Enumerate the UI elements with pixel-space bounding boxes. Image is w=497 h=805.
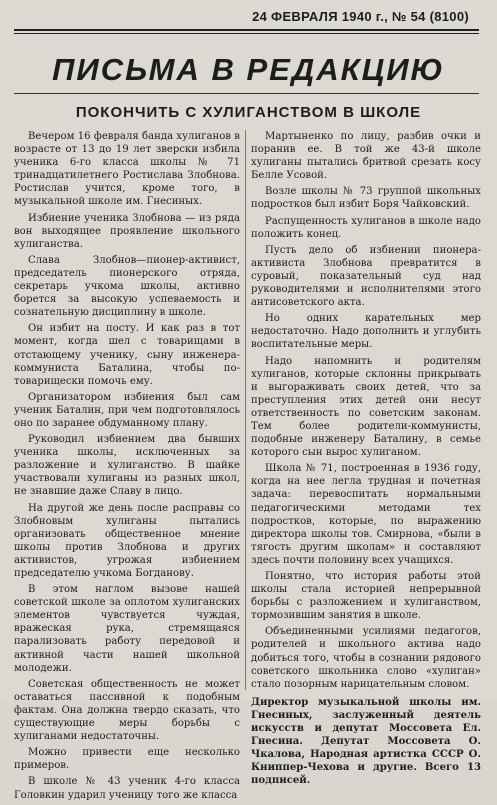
paragraph: Мартыненко по лицу, разбив очки и поранив ее. В той же 43-й школе хулиганы пытались бритвой срезать косу Белле Усовой. [251,131,481,182]
paragraph: Избиение ученика Злобнова — из ряда вон выходящее проявление школьного хулиганства. [14,212,240,250]
paragraph: Организатором избиения был сам ученик Баталин, при чем подготовлялось оно по заранее обдуманному плану. [14,391,240,429]
paragraph: Советская общественность не может оставаться пассивной к подобным фактам. Она должна твердо сказать, что существующие меры борьбы с хулиганами недостаточны. [14,678,240,743]
paragraph: Пусть дело об избиении пионера-активиста Злобнова превратится в суровый, показательный суд над руководителями и исполнителями этого антисоветского акта. [251,244,481,309]
signature: Директор музыкальной школы им. Гнесиных, заслуженный деятель искусств и депутат Моссовета Ел. Гнесина. Депутат Моссовета О. Чкалова, Народная артистка СССР О. Книппер-Чехова и другие. Всего 13 подписей. [251,696,481,787]
paragraph: Руководил избиением два бывших ученика школы, исключенных за разложение и хулиганство. В шайке участвовали хулиганы из разных школ, не знавшие даже Славу в лицо. [14,434,240,498]
paragraph: Слава Злобнов—пионер-активист, председатель пионерского отряда, секретарь учкома школы, активно борется за высокую успеваемость и сознательную дисциплину в школе. [14,254,240,319]
paragraph: Понятно, что история работы этой школы стала историей непрерывной борьбы с разложением и хулиганством, тормозившим занятия в школе. [251,571,481,622]
paragraph: Школа № 71, построенная в 1936 году, когда на нее легла трудная и почетная задача: перевоспитать нормальными педагогическими методами тех подростков, которые, по выражению директора школы тов. Смирнова, «были в тягость другим школам» и составляют здесь почти половину всех учащихся. [251,463,481,566]
paragraph: Надо напомнить и родителям хулиганов, которые склонны прикрывать и выгораживать своих детей, что за преступления этих детей они несут ответственность по советским законам. Тем более родители-коммунисты, подобные инженеру Баталину, в семье которого сын вырос хулиганом. [251,355,481,459]
section-masthead: ПИСЬМА В РЕДАКЦИЮ [52,52,445,87]
column-divider [245,130,246,690]
date-line: 24 ФЕВРАЛЯ 1940 г., № 54 (8100) [252,9,469,24]
masthead-rule [14,93,479,94]
top-rule-thin [14,33,479,34]
article-column-left [14,130,240,805]
paragraph: Объединенными усилиями педагогов, родителей и школьного актива надо добиться того, чтобы в сознании рядового советского школьника слово «хулиган» стало позорным нарицательным словом. [251,626,481,690]
paragraph: В этом наглом вызове нашей советской школе за оплотом хулиганских элементов чувствуется чуждая, вражеская рука, стремящаяся парализовать работу передовой и активной части нашей школьной молодежи. [14,584,240,674]
paragraph: На другой же день после расправы со Злобновым хулиганы пытались организовать общественное мнение школы против Злобнова и других активистов, угрожая избиением председателю учкома Богданову. [14,502,240,579]
article-column-right [251,130,481,791]
paragraph: Распущенность хулиганов в школе надо положить конец. [251,215,481,240]
paragraph: Вечером 16 февраля банда хулиганов в возрасте от 13 до 19 лет зверски избила ученика 6-го класса школы № 71 тринадцатилетнего Ростислава Злобнова. Ростислав учится, кроме того, в музыкальной школе им. Гнесиных. [14,131,240,208]
article-title: ПОКОНЧИТЬ С ХУЛИГАНСТВОМ В ШКОЛЕ [75,104,422,121]
top-rule [14,29,479,31]
paragraph: Он избит на посту. И как раз в тот момент, когда шел с товарищами в отстающему ученику, сыну инженера-коммуниста Баталина, чтобы по-товарищески помочь ему. [14,323,240,387]
paragraph: В школе № 43 ученик 4-го класса Головкин ударил ученицу того же класса [14,776,240,801]
paragraph: Но одних карательных мер недостаточно. Надо дополнить и углубить воспитательные меры. [251,313,481,351]
paragraph: Можно привести еще несколько примеров. [14,747,240,772]
paragraph: Возле школы № 73 группой школьных подростков был избит Боря Чайковский. [251,186,481,211]
